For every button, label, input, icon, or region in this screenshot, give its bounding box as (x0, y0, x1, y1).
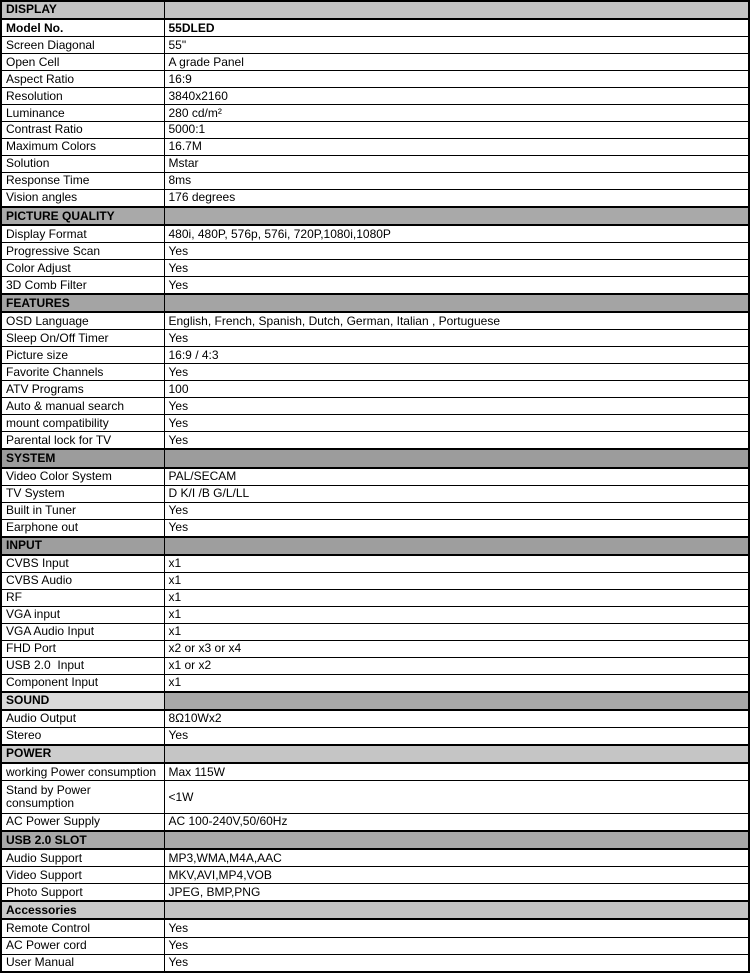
spec-value: Yes (164, 260, 749, 277)
section-header-row (1, 831, 749, 849)
section-header-spacer (164, 692, 749, 710)
spec-value: 480i, 480P, 576p, 576i, 720P,1080i,1080P (164, 225, 749, 243)
section-header-row (1, 901, 749, 919)
section-title: USB 2.0 SLOT (1, 831, 164, 849)
spec-value: x1 (164, 572, 749, 589)
spec-value: Yes (164, 919, 749, 937)
spec-label: Parental lock for TV (1, 432, 164, 450)
section-title: SYSTEM (1, 449, 164, 467)
spec-label: Audio Support (1, 849, 164, 867)
table-row (1, 623, 749, 640)
spec-label: Built in Tuner (1, 502, 164, 519)
table-row (1, 781, 749, 814)
spec-label: VGA Audio Input (1, 623, 164, 640)
section-header-row (1, 692, 749, 710)
table-row (1, 364, 749, 381)
spec-value: Yes (164, 519, 749, 537)
spec-value: D K/I /B G/L/LL (164, 485, 749, 502)
spec-value: Yes (164, 502, 749, 519)
table-row (1, 519, 749, 537)
section-header-row (1, 537, 749, 555)
spec-value: Yes (164, 415, 749, 432)
section-title: INPUT (1, 537, 164, 555)
table-row (1, 277, 749, 295)
table-row (1, 763, 749, 781)
table-row (1, 243, 749, 260)
spec-value: 176 degrees (164, 189, 749, 207)
spec-label: Video Color System (1, 468, 164, 486)
spec-value: 55DLED (164, 19, 749, 37)
table-row (1, 606, 749, 623)
spec-label: AC Power Supply (1, 813, 164, 831)
spec-label: VGA input (1, 606, 164, 623)
section-header-spacer (164, 1, 749, 19)
spec-label: 3D Comb Filter (1, 277, 164, 295)
spec-value: English, French, Spanish, Dutch, German, Italian , Portuguese (164, 312, 749, 330)
section-header-spacer (164, 207, 749, 225)
table-row (1, 105, 749, 122)
table-row (1, 172, 749, 189)
spec-value: AC 100-240V,50/60Hz (164, 813, 749, 831)
spec-label: Solution (1, 156, 164, 173)
spec-label: USB 2.0 Input (1, 657, 164, 674)
table-row (1, 122, 749, 139)
spec-value: 55" (164, 37, 749, 54)
spec-value: x1 (164, 674, 749, 692)
spec-label: Remote Control (1, 919, 164, 937)
spec-value: MP3,WMA,M4A,AAC (164, 849, 749, 867)
section-title: PICTURE QUALITY (1, 207, 164, 225)
spec-label: Sleep On/Off Timer (1, 330, 164, 347)
spec-value: Yes (164, 954, 749, 972)
spec-value: Yes (164, 727, 749, 745)
spec-label: Stereo (1, 727, 164, 745)
spec-label: working Power consumption (1, 763, 164, 781)
table-row (1, 954, 749, 972)
spec-value: x1 or x2 (164, 657, 749, 674)
table-row (1, 381, 749, 398)
table-row (1, 884, 749, 902)
spec-label: Picture size (1, 347, 164, 364)
spec-value: Yes (164, 398, 749, 415)
spec-value: 16:9 (164, 71, 749, 88)
spec-label: Luminance (1, 105, 164, 122)
spec-label: Component Input (1, 674, 164, 692)
spec-label: Response Time (1, 172, 164, 189)
spec-value: x1 (164, 606, 749, 623)
spec-label: Contrast Ratio (1, 122, 164, 139)
spec-label: Auto & manual search (1, 398, 164, 415)
table-row (1, 156, 749, 173)
spec-value: Yes (164, 937, 749, 954)
table-row (1, 71, 749, 88)
spec-label: CVBS Audio (1, 572, 164, 589)
spec-value: 16:9 / 4:3 (164, 347, 749, 364)
spec-label: Maximum Colors (1, 139, 164, 156)
table-row (1, 139, 749, 156)
spec-label: mount compatibility (1, 415, 164, 432)
table-row (1, 589, 749, 606)
section-title: Accessories (1, 901, 164, 919)
spec-label: Photo Support (1, 884, 164, 902)
section-header-row (1, 1, 749, 19)
table-row (1, 189, 749, 207)
table-row (1, 88, 749, 105)
spec-label: CVBS Input (1, 555, 164, 573)
section-header-spacer (164, 294, 749, 312)
spec-value: x1 (164, 555, 749, 573)
table-row (1, 54, 749, 71)
spec-value: 100 (164, 381, 749, 398)
spec-label: TV System (1, 485, 164, 502)
spec-label: Progressive Scan (1, 243, 164, 260)
table-row (1, 485, 749, 502)
section-header-row (1, 294, 749, 312)
table-row (1, 849, 749, 867)
table-row (1, 347, 749, 364)
section-header-spacer (164, 449, 749, 467)
section-header-row (1, 207, 749, 225)
spec-label: RF (1, 589, 164, 606)
table-row (1, 710, 749, 728)
table-row (1, 674, 749, 692)
spec-label: Resolution (1, 88, 164, 105)
spec-value: 8ms (164, 172, 749, 189)
table-row (1, 398, 749, 415)
spec-value: 3840x2160 (164, 88, 749, 105)
section-header-row (1, 449, 749, 467)
spec-value: Yes (164, 432, 749, 450)
spec-value: Yes (164, 364, 749, 381)
table-row (1, 312, 749, 330)
spec-value: 8Ω10Wx2 (164, 710, 749, 728)
table-row (1, 415, 749, 432)
table-row (1, 867, 749, 884)
table-row (1, 657, 749, 674)
table-row (1, 640, 749, 657)
spec-value: <1W (164, 781, 749, 814)
spec-label: OSD Language (1, 312, 164, 330)
spec-value: PAL/SECAM (164, 468, 749, 486)
spec-value: Mstar (164, 156, 749, 173)
spec-value: MKV,AVI,MP4,VOB (164, 867, 749, 884)
spec-label: Video Support (1, 867, 164, 884)
spec-label: Earphone out (1, 519, 164, 537)
spec-label: User Manual (1, 954, 164, 972)
spec-label: Open Cell (1, 54, 164, 71)
spec-label: Favorite Channels (1, 364, 164, 381)
spec-label: Display Format (1, 225, 164, 243)
spec-value: x1 (164, 623, 749, 640)
table-row (1, 555, 749, 573)
table-row (1, 813, 749, 831)
spec-value: x1 (164, 589, 749, 606)
spec-label: Model No. (1, 19, 164, 37)
spec-value: Max 115W (164, 763, 749, 781)
spec-value: 16.7M (164, 139, 749, 156)
spec-value: Yes (164, 277, 749, 295)
table-row (1, 919, 749, 937)
table-row (1, 727, 749, 745)
table-row (1, 432, 749, 450)
spec-label: Aspect Ratio (1, 71, 164, 88)
table-row (1, 260, 749, 277)
spec-value: x2 or x3 or x4 (164, 640, 749, 657)
table-row (1, 937, 749, 954)
section-title: POWER (1, 745, 164, 763)
table-row (1, 19, 749, 37)
section-header-spacer (164, 831, 749, 849)
section-header-spacer (164, 537, 749, 555)
spec-label: ATV Programs (1, 381, 164, 398)
spec-value: 280 cd/m² (164, 105, 749, 122)
spec-label: Audio Output (1, 710, 164, 728)
spec-value: Yes (164, 243, 749, 260)
spec-value: 5000:1 (164, 122, 749, 139)
spec-value: Yes (164, 330, 749, 347)
table-row (1, 225, 749, 243)
table-row (1, 572, 749, 589)
spec-value: JPEG, BMP,PNG (164, 884, 749, 902)
table-row (1, 468, 749, 486)
section-header-spacer (164, 745, 749, 763)
section-title: SOUND (1, 692, 164, 710)
spec-label: Screen Diagonal (1, 37, 164, 54)
table-row (1, 37, 749, 54)
section-title: FEATURES (1, 294, 164, 312)
spec-label: Stand by Power consumption (1, 781, 164, 814)
spec-value: A grade Panel (164, 54, 749, 71)
section-header-spacer (164, 901, 749, 919)
spec-label: AC Power cord (1, 937, 164, 954)
spec-label: Vision angles (1, 189, 164, 207)
spec-label: FHD Port (1, 640, 164, 657)
table-row (1, 330, 749, 347)
table-row (1, 502, 749, 519)
section-title: DISPLAY (1, 1, 164, 19)
section-header-row (1, 745, 749, 763)
spec-label: Color Adjust (1, 260, 164, 277)
